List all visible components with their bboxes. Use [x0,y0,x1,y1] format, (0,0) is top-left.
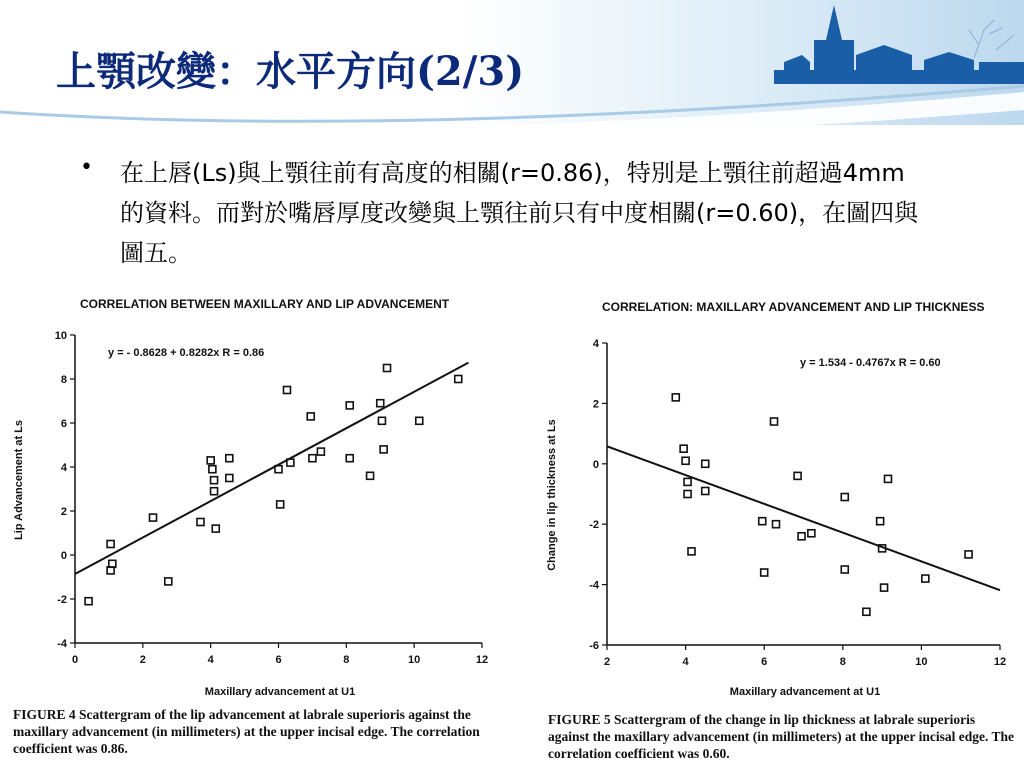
figure-5-caption: FIGURE 5 Scattergram of the change in lip thickness at labrale superioris against the maxillary advancement (in millimeters) at the upper incisal edge. The correlation coefficient was 0.60. [548,712,1014,761]
data-point [772,521,779,528]
regression-line [75,363,468,574]
data-point [884,475,891,482]
data-point [307,413,314,420]
data-point [680,445,687,452]
data-point [794,472,801,479]
data-point [761,569,768,576]
y-tick-label: 4 [60,462,67,474]
x-tick-label: 2 [139,654,146,666]
y-tick-label: -2 [589,519,599,532]
figure-5-scatter-chart [535,285,1024,705]
data-point [226,475,233,482]
y-tick-label: 4 [592,338,599,350]
data-point [808,530,815,537]
data-point [211,488,218,495]
y-tick-label: -2 [57,594,67,606]
data-point [107,541,114,548]
data-point [672,394,679,401]
data-point [688,548,695,555]
data-point [863,608,870,615]
y-tick-label: 6 [60,418,67,430]
chart-title: CORRELATION BETWEEN MAXILLARY AND LIP ADVANCEMENT [80,297,450,311]
figure-4-scatter-chart [0,285,510,705]
data-point [965,551,972,558]
figure-4 [0,285,510,705]
y-tick-label: 0 [592,458,599,471]
data-point [207,457,214,464]
data-point [283,387,290,394]
bullet-marker: • [80,155,93,180]
data-point [346,402,353,409]
data-point [380,446,387,453]
regression-line [607,446,1000,590]
data-point [378,417,385,424]
y-tick-label: 10 [54,330,67,342]
x-axis-label: Maxillary advancement at U1 [204,686,356,698]
data-point [346,455,353,462]
slide-title: 上顎改變：水平方向(2/3) [56,48,525,95]
church-skyline-icon [774,0,1024,95]
figure-4-caption: FIGURE 4 Scattergram of the lip advancement at labrale superioris against the maxillary advancement (in millimeters) at the upper incisal edge. The correlation coefficient was 0.86. [13,707,480,756]
data-point [209,466,216,473]
regression-equation: y = 1.534 - 0.4767x R = 0.60 [800,357,941,369]
data-point [416,417,423,424]
x-axis-label: Maxillary advancement at U1 [729,686,881,698]
figure-5 [535,285,1024,705]
data-point [702,460,709,467]
data-point [277,501,284,508]
data-point [212,525,219,532]
data-point [759,518,766,525]
data-point [881,584,888,591]
y-tick-label: -6 [589,640,599,652]
y-tick-label: -4 [589,579,599,592]
bullet-text: 在上唇(Ls)與上顎往前有高度的相關(r=0.86)，特別是上顎往前超過4mm的資料。而對於嘴唇厚度改變與上顎往前只有中度相關(r=0.60)，在圖四與圖五。 [120,159,919,267]
x-tick-label: 8 [839,656,846,668]
data-point [384,365,391,372]
data-point [211,477,218,484]
x-tick-label: 8 [343,654,350,666]
data-point [682,457,689,464]
y-axis-label: Lip Advancement at Ls [13,419,25,541]
data-point [197,519,204,526]
x-tick-label: 12 [993,656,1007,668]
y-tick-label: 8 [60,374,67,386]
regression-equation: y = - 0.8628 + 0.8282x R = 0.86 [108,347,265,359]
data-point [165,578,172,585]
data-point [377,400,384,407]
y-tick-label: 2 [592,398,599,411]
x-tick-label: 4 [207,654,214,666]
data-point [309,455,316,462]
x-tick-label: 4 [682,656,689,668]
data-point [877,518,884,525]
data-point [771,418,778,425]
data-point [85,598,92,605]
data-point [841,566,848,573]
data-point [317,448,324,455]
x-tick-label: 10 [915,656,928,668]
data-point [455,376,462,383]
chart-title: CORRELATION: MAXILLARY ADVANCEMENT AND LIP THICKNESS [602,300,985,314]
x-tick-label: 12 [475,654,489,666]
x-tick-label: 6 [275,654,282,666]
data-point [798,533,805,540]
data-point [684,478,691,485]
x-tick-label: 2 [603,656,611,668]
data-point [922,575,929,582]
data-point [841,494,848,501]
x-tick-label: 0 [71,654,79,666]
data-point [367,472,374,479]
y-tick-label: 2 [60,506,67,518]
y-axis-label: Change in lip thickness at Ls [546,419,558,571]
y-tick-label: -4 [57,638,67,650]
data-point [702,487,709,494]
y-tick-label: 0 [60,550,67,562]
x-tick-label: 10 [408,654,421,666]
x-tick-label: 6 [761,656,768,668]
data-point [684,491,691,498]
data-point [226,455,233,462]
data-point [150,514,157,521]
